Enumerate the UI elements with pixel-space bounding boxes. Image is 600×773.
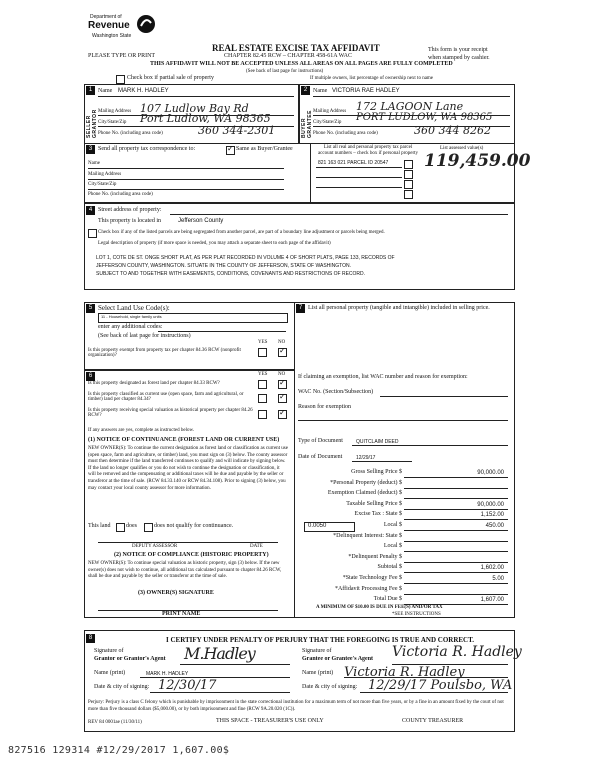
land-use-label: Select Land Use Code(s): (98, 304, 170, 312)
section-7-number: 7 (296, 304, 305, 313)
buyer-city-label: City/State/Zip (313, 120, 342, 125)
tax-row-line (404, 519, 508, 520)
street-address-line (170, 214, 508, 215)
notice-continuance-body: NEW OWNER(S): To continue the current designation as forest land or classification as current use (open space, farm and agriculture, or timber) land, you must sign on (3) below. The county assessor must then determine if the land transferred continues to qualify and will indicate by signing below. If the land no longer qualifies or you do not wish to continue the designation or classification, it will be removed and the compensating or additional taxes will be due and payable by the seller or transferor at the time of sale. (RCW 84.33.140 or RCW 84.34.108). Prior to signing (3) below, you may contact your local county assessor for more information. (88, 446, 288, 491)
wac-label: WAC No. (Section/Subsection) (298, 389, 374, 395)
stamped-note: when stamped by cashier. (428, 55, 490, 61)
tax-row-line (404, 530, 508, 531)
see-back-note: (See back of last page for instructions) (246, 69, 324, 74)
partial-sale-checkbox[interactable] (116, 75, 125, 84)
legal-description-label: Legal description of property (if more space is needed, you may attach a separate sheet to each page of the affidavit) (98, 241, 331, 246)
land-does-checkbox[interactable] (116, 523, 125, 532)
tax-row-label: Gross Selling Price $ (351, 469, 402, 475)
parcel-header: List all real and personal property tax parcel account numbers – check box if personal property (317, 145, 419, 156)
s3-city-line (88, 189, 284, 190)
tax-row-label: Excise Tax : State $ (354, 511, 402, 518)
receipt-note: This form is your receipt (428, 47, 488, 53)
s3-mailing-line (88, 179, 284, 180)
section-5-number: 5 (86, 304, 95, 313)
s3-city-label: City/State/Zip (88, 182, 117, 187)
current-use-yes-checkbox[interactable] (258, 394, 267, 403)
historic-question: Is this property receiving special valuation as historical property per chapter 84.26 RCW? (88, 408, 253, 418)
legal-line-2[interactable]: JEFFERSON COUNTY, WASHINGTON. SITUATE IN THE COUNTY OF JEFFERSON, STATE OF WASHINGTON. (96, 263, 352, 269)
buyer-phone[interactable]: 360 344 8262 (414, 124, 491, 137)
exempt-no-checkbox[interactable] (278, 348, 287, 357)
same-as-buyer-label: Same as Buyer/Grantee (236, 146, 293, 152)
tax-row-label: *Delinquent Interest: State $ (333, 532, 402, 539)
seller-mailing-label: Mailing Address (98, 109, 132, 114)
tax-row-line (404, 551, 508, 552)
tax-row-line (404, 583, 508, 584)
legal-line-3[interactable]: SUBJECT TO AND TOGETHER WITH EASEMENTS, CONDITIONS, COVENANTS AND RESTRICTIONS OF RECORD. (96, 271, 366, 277)
this-land-label: This land (88, 523, 111, 529)
parcel-pp-checkbox-3[interactable] (404, 180, 413, 189)
section-6-number: 6 (86, 372, 95, 381)
s3-name-label: Name (88, 161, 100, 166)
rev-number: REV 84 0001ae (11/30/11) (88, 720, 142, 725)
deputy-assessor-label: DEPUTY ASSESSOR (132, 544, 178, 549)
land-does-label: does (126, 523, 137, 529)
seller-name[interactable]: MARK H. HADLEY (118, 88, 169, 94)
assessed-value[interactable]: 119,459.00 (424, 151, 531, 171)
perjury-statement: Perjury: Perjury is a class C felony which is punishable by imprisonment in the state correctional institution for a maximum term of not more than five years, or by a fine in an amount fixed by the court of not more than five thousand dollars ($5,000.00), or by both imprisonment and fine (RCW 9A.20.020 (1C)). (88, 700, 504, 712)
buyer-name[interactable]: VICTORIA RAE HADLEY (332, 88, 400, 94)
tax-row-line (404, 572, 508, 573)
doc-type-value[interactable]: QUITCLAIM DEED (356, 439, 399, 445)
doc-date-line (352, 461, 412, 462)
grantee-name[interactable]: Victoria R. Hadley (344, 665, 465, 680)
s5-no-header: NO (278, 340, 286, 345)
county-treasurer-label: COUNTY TREASURER (402, 718, 464, 724)
buyer-name-label: Name (313, 88, 328, 94)
partial-sale-label: Check box if partial sale of property (127, 75, 214, 81)
s5-yes-header: YES (258, 340, 268, 345)
seller-mailing[interactable]: 107 Ludlow Bay Rd (140, 102, 249, 115)
local-tax-rate[interactable]: 0.0050 (304, 522, 355, 532)
if-yes-note: If any answers are yes, complete as instructed below. (88, 428, 195, 433)
land-use-value: 11 - Household, single family units (101, 314, 162, 319)
grantee-sig-label-1: Signature of (302, 648, 332, 654)
doc-date-label: Date of Document (298, 454, 343, 460)
please-type: PLEASE TYPE OR PRINT (88, 53, 156, 59)
grantee-signature[interactable]: Victoria R. Hadley (392, 644, 522, 660)
exempt-yes-checkbox[interactable] (258, 348, 267, 357)
tax-row-label: Total Due $ (373, 596, 402, 603)
grantor-name-label: Name (print) (94, 670, 126, 676)
tax-row-label: *State Technology Fee $ (342, 575, 402, 581)
grantee-date[interactable]: 12/29/17 Poulsbo, WA (368, 678, 513, 693)
tax-row-label: Exemption Claimed (deduct) $ (327, 490, 402, 497)
dept-label: Department of (90, 14, 122, 20)
accept-notice: THIS AFFIDAVIT WILL NOT BE ACCEPTED UNLESS ALL AREAS ON ALL PAGES ARE FULLY COMPLETED (150, 61, 453, 67)
tax-row-value[interactable]: 90,000.00 (477, 501, 504, 508)
print-name-label: PRINT NAME (162, 611, 201, 617)
tax-row-label: *Delinquent Penalty $ (348, 553, 402, 560)
assessed-header: List assessed value(s) (440, 146, 484, 151)
dor-logo (88, 14, 158, 48)
grantee-date-label: Date & city of signing: (302, 684, 358, 690)
personal-property-label: List all personal property (tangible and intangible) included in selling price. (308, 305, 490, 311)
current-use-question: Is this property classified as current use (open space, farm and agricultural, or timber) land per chapter 84.34? (88, 392, 244, 402)
grantor-date[interactable]: 12/30/17 (158, 678, 217, 693)
s5-see-back: (See back of last page for instructions) (98, 333, 191, 339)
grantor-sig-line (180, 664, 290, 665)
land-does-not-checkbox[interactable] (144, 523, 153, 532)
doc-date-value[interactable]: 12/29/17 (356, 455, 376, 461)
parcel-line-3 (316, 187, 402, 188)
form-chapter: CHAPTER 82.45 RCW – CHAPTER 458-61A WAC (224, 53, 352, 59)
grantor-signature[interactable]: M.Hadley (184, 644, 255, 663)
seller-side-label: SELLER GRANTOR (86, 109, 98, 138)
s3-mailing-label: Mailing Address (88, 172, 122, 177)
buyer-name-line (313, 96, 510, 97)
land-does-not-label: does not qualify for continuance. (154, 523, 234, 529)
same-as-buyer-checkbox[interactable] (226, 146, 235, 155)
seller-city[interactable]: Port Ludlow, WA 98365 (140, 112, 271, 125)
parcel-line-2 (316, 177, 402, 178)
seller-phone[interactable]: 360 344-2301 (198, 124, 276, 137)
additional-codes-line (158, 331, 286, 332)
send-correspondence-label: Send all property tax correspondence to: (98, 146, 196, 152)
notice-compliance-body: NEW OWNER(S): To continue special valuation as historic property, sign (3) below. If the new owner(s) does not wish to continue, all additional tax calculated pursuant to chapter 84.26 RCW, shall be due and payable by the seller or transferor at the time of sale. (88, 561, 282, 580)
forest-yes-checkbox[interactable] (258, 380, 267, 389)
tax-row-line (404, 477, 508, 478)
county-value[interactable]: Jefferson County (178, 218, 224, 224)
tax-row-value[interactable]: 450.00 (485, 523, 504, 529)
reason-label: Reason for exemption (298, 404, 351, 410)
minimum-fee-note: A MINIMUM OF $10.00 IS DUE IN FEE(S) AND/OR TAX (316, 605, 443, 610)
parcel-line-1 (316, 167, 402, 168)
form-title: REAL ESTATE EXCISE TAX AFFIDAVIT (212, 43, 380, 53)
parcel-pp-checkbox-1[interactable] (404, 160, 413, 169)
parcel-pp-checkbox-4[interactable] (404, 190, 413, 199)
treasurer-use-only: THIS SPACE - TREASURER'S USE ONLY (216, 718, 324, 724)
tax-row-label: Local $ (383, 522, 402, 528)
revenue-swirl-icon (136, 14, 156, 34)
grantee-date-line (360, 692, 508, 693)
tax-row-line (404, 541, 508, 542)
tax-row-value[interactable]: 1,602.00 (480, 565, 504, 572)
notice-continuance-title: (1) NOTICE OF CONTINUANCE (FOREST LAND OR CURRENT USE) (88, 437, 280, 443)
legal-line-1[interactable]: LOT 1, COTE DE ST. ONGE SHORT PLAT, AS PER PLAT RECORDED IN VOLUME 4 OF SHORT PLATS, PAGE 133, RECORDS OF (96, 255, 395, 261)
s6-no-header: NO (278, 372, 286, 377)
s3-phone-label: Phone No. (including area code) (88, 192, 153, 197)
reason-line-1 (298, 420, 508, 421)
tax-row-line (404, 594, 508, 595)
buyer-city[interactable]: PORT LUDLOW, WA 98365 (356, 112, 493, 123)
tax-row-label: Local $ (383, 543, 402, 550)
forest-question: Is this property designated as forest land per chapter 84.33 RCW? (88, 381, 220, 386)
cashier-stamp: 827516 129314 #12/29/2017 1,607.00$ (8, 745, 230, 756)
section-2-number: 2 (301, 86, 310, 95)
tax-row-value[interactable]: 90,000.00 (477, 470, 504, 476)
tax-row-line (404, 498, 508, 499)
segregating-label: Check box if any of the listed parcels are being segregated from another parcel, are part of a boundary line adjustment or parcels being merged. (98, 230, 385, 235)
grantor-sig-label-1: Signature of (94, 648, 124, 654)
tax-row-line (404, 509, 508, 510)
grantee-name-label: Name (print) (302, 670, 334, 676)
owner-signature-title: (3) OWNER(S) SIGNATURE (138, 590, 214, 596)
land-use-select[interactable] (98, 313, 288, 323)
tax-row-line (404, 488, 508, 489)
tax-row-label: *Personal Property (deduct) $ (330, 479, 402, 486)
tax-row-value[interactable]: 1,152.00 (480, 512, 504, 519)
wac-line (380, 396, 508, 397)
seller-name-label: Name (98, 88, 113, 94)
seller-name-line (98, 96, 294, 97)
tax-row-label: *Affidavit Processing Fee $ (334, 585, 402, 592)
historic-no-checkbox[interactable] (278, 410, 287, 419)
section-3-number: 3 (86, 145, 95, 154)
buyer-mailing[interactable]: 172 LAGOON Lane (356, 100, 464, 113)
certify-statement: I CERTIFY UNDER PENALTY OF PERJURY THAT THE FOREGOING IS TRUE AND CORRECT. (166, 636, 475, 644)
section-4-number: 4 (86, 206, 95, 215)
buyer-side-label: BUYER GRANTEE (301, 110, 313, 138)
grantor-date-line (150, 692, 290, 693)
tax-row-label: Subtotal $ (377, 564, 402, 571)
section-8-number: 8 (86, 634, 95, 643)
current-use-no-checkbox[interactable] (278, 394, 287, 403)
tax-row-line (404, 562, 508, 563)
deputy-date-label: DATE (250, 544, 263, 549)
section-1-number: 1 (86, 86, 95, 95)
county-label: This property is located in (98, 218, 161, 224)
tax-row-label: Taxable Selling Price $ (346, 500, 402, 507)
buyer-phone-label: Phone No. (including area code) (313, 131, 378, 136)
street-address-label: Street address of property: (98, 207, 162, 213)
s3-divider (310, 143, 311, 202)
tax-row-value[interactable]: 5.00 (492, 576, 504, 582)
exemption-label: If claiming an exemption, list WAC number and reason for exemption: (298, 374, 468, 380)
segregating-checkbox[interactable] (88, 229, 97, 238)
notice-compliance-title: (2) NOTICE OF COMPLIANCE (HISTORIC PROPERTY) (114, 552, 269, 558)
grantor-date-label: Date & city of signing: (94, 684, 150, 690)
see-instructions-note: *SEE INSTRUCTIONS (392, 612, 441, 617)
forest-no-checkbox[interactable] (278, 380, 287, 389)
dept-state: Washington State (92, 33, 132, 39)
additional-codes-label: enter any additional codes: (98, 324, 163, 330)
parcel-number[interactable]: 821 163 021 PARCEL ID 20547 (318, 160, 389, 166)
seller-city-label: City/State/Zip (98, 120, 127, 125)
exempt-question: Is this property exempt from property tax per chapter 84.36 RCW (nonprofit organization)? (88, 348, 241, 358)
doc-type-label: Type of Document (298, 438, 343, 444)
dept-name: Revenue (88, 20, 130, 31)
seller-phone-label: Phone No. (including area code) (98, 131, 163, 136)
grantee-agent-label: Grantee or Grantee's Agent (302, 656, 374, 662)
parcel-pp-checkbox-2[interactable] (404, 170, 413, 179)
s3-name-line (88, 168, 284, 169)
deputy-line (98, 542, 278, 543)
tax-row-value[interactable]: 1,607.00 (480, 597, 504, 604)
historic-yes-checkbox[interactable] (258, 410, 267, 419)
doc-type-line (352, 445, 508, 446)
s6-yes-header: YES (258, 372, 268, 377)
grantor-agent-label: Grantor or Grantor's Agent (94, 656, 166, 662)
buyer-mailing-label: Mailing Address (313, 109, 347, 114)
grantor-name[interactable]: MARK H. HADLEY (146, 671, 189, 677)
multiple-owners-note: If multiple owners, list percentage of ownership next to name (310, 76, 434, 81)
